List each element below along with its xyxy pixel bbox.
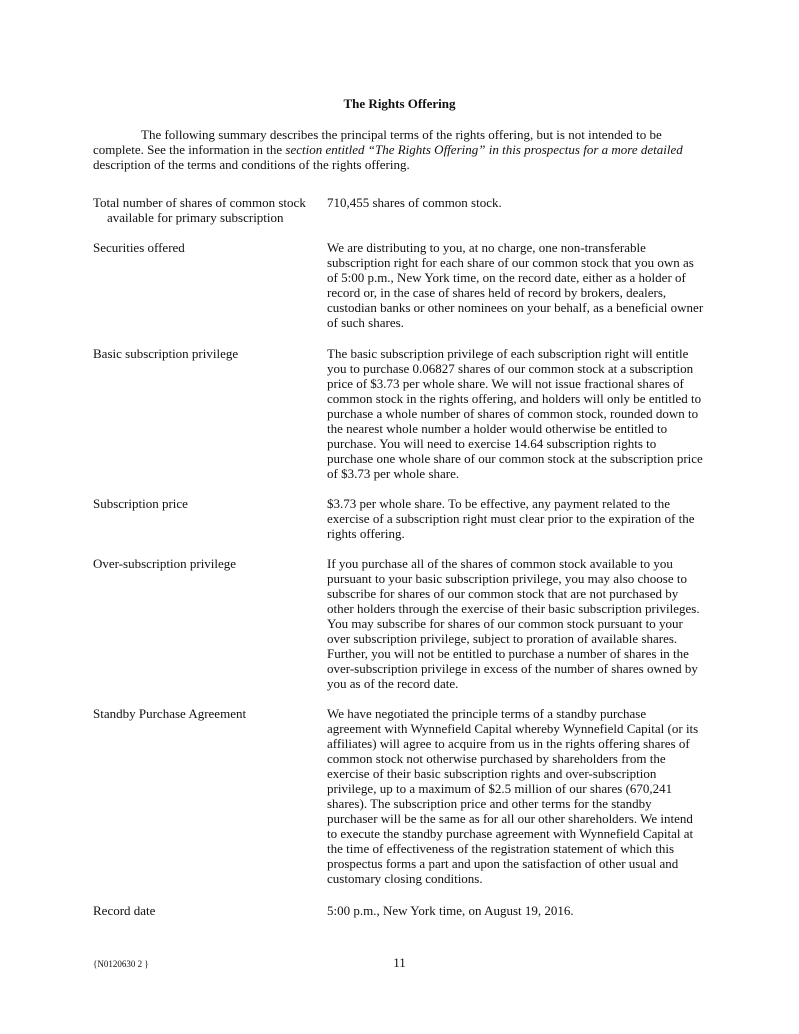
term-label <box>93 706 323 721</box>
term-description-line: $3.73 per whole share. To be effective, any payment related to the <box>327 496 670 511</box>
term-description-line: Further, you will not be entitled to purchase a number of shares in the <box>327 646 689 661</box>
term-description-line: customary closing conditions. <box>327 871 483 886</box>
term-description-line: exercise of their basic subscription rights and over-subscription <box>327 766 657 781</box>
term-description-line: exercise of a subscription right must clear prior to the expiration of the <box>327 511 695 526</box>
intro-paragraph <box>93 127 713 172</box>
term-description-line: purchase a whole number of shares of common stock, rounded down to <box>327 406 699 421</box>
term-description-line: common stock in the rights offering, and holders will only be entitled to <box>327 391 702 406</box>
term-label-line: available for primary subscription <box>107 210 284 225</box>
term-description-line: the nearest whole number a holder would otherwise be entitled to <box>327 421 668 436</box>
term-description-line: subscribe for shares of our common stock that are not purchased by <box>327 586 679 601</box>
term-label <box>93 556 323 571</box>
term-description-line: custodian banks or other nominees on your behalf, as a beneficial owner <box>327 300 704 315</box>
term-description-line: If you purchase all of the shares of common stock available to you <box>327 556 673 571</box>
term-description-line: The basic subscription privilege of each subscription right will entitle <box>327 346 689 361</box>
term-description-line: purchaser will be the same as for all our other shareholders. We intend <box>327 811 693 826</box>
term-description-line: the time of effectiveness of the registration statement of which this <box>327 841 675 856</box>
term-description-line: over subscription privilege, subject to proration of available shares. <box>327 631 678 646</box>
term-description-line: you to purchase 0.06827 shares of our common stock at a subscription <box>327 361 694 376</box>
term-label <box>93 346 323 361</box>
term-description-line: privilege, up to a maximum of $2.5 million of our shares (670,241 <box>327 781 673 796</box>
term-description-line: of $3.73 per whole share. <box>327 466 460 481</box>
term-description-line: record or, in the case of shares held of record by brokers, dealers, <box>327 285 667 300</box>
term-description-line: pursuant to your basic subscription privilege, you may also choose to <box>327 571 687 586</box>
term-description-line: purchase. You will need to exercise 14.64 subscription rights to <box>327 436 657 451</box>
term-description-line: you as of the record date. <box>327 676 459 691</box>
term-description-line: rights offering. <box>327 526 405 541</box>
term-description-line: over-subscription privilege in excess of the number of shares owned by <box>327 661 698 676</box>
page-title: The Rights Offering <box>343 96 456 111</box>
term-description-line: of 5:00 p.m., New York time, on the record date, either as a holder of <box>327 270 686 285</box>
term-description-line: affiliates) will agree to acquire from us in the rights offering shares of <box>327 736 690 751</box>
term-label-line: Basic subscription privilege <box>93 346 239 361</box>
intro-italic-text: section entitled “The Rights Offering” in this prospectus for a more detailed <box>285 142 683 157</box>
term-description-line: price of $3.73 per whole share. We will not issue fractional shares of <box>327 376 684 391</box>
term-description-line: 5:00 p.m., New York time, on August 19, 2016. <box>327 903 574 918</box>
term-description <box>327 556 717 691</box>
term-label-line: Over-subscription privilege <box>93 556 237 571</box>
intro-line: description of the terms and conditions of the rights offering. <box>93 157 410 172</box>
term-description-line: prospectus forms a part and upon the satisfaction of other usual and <box>327 856 679 871</box>
term-description-line: You may subscribe for shares of our common stock pursuant to your <box>327 616 683 631</box>
term-label <box>93 903 323 918</box>
term-description-line: 710,455 shares of common stock. <box>327 195 502 210</box>
term-label <box>93 496 323 511</box>
term-label-line: Subscription price <box>93 496 188 511</box>
page-number: 11 <box>393 955 406 970</box>
document-id: {N0120630 2 } <box>93 959 149 969</box>
term-description-line: of such shares. <box>327 315 404 330</box>
term-description-line: other holders through the exercise of their basic subscription privileges. <box>327 601 700 616</box>
term-description <box>327 706 717 886</box>
intro-line <box>93 142 713 157</box>
term-label <box>93 195 323 225</box>
intro-text: complete. See the information in the <box>93 142 286 157</box>
term-description <box>327 496 717 541</box>
term-description-line: to execute the standby purchase agreement with Wynnefield Capital at <box>327 826 694 841</box>
term-description <box>327 903 717 918</box>
term-label <box>93 240 323 255</box>
term-label-line: Total number of shares of common stock <box>93 195 306 210</box>
term-description-line: We are distributing to you, at no charge, one non-transferable <box>327 240 646 255</box>
term-label-line: Securities offered <box>93 240 185 255</box>
term-label-line: Standby Purchase Agreement <box>93 706 247 721</box>
term-description-line: agreement with Wynnefield Capital whereby Wynnefield Capital (or its <box>327 721 699 736</box>
term-description-line: purchase one whole share of our common stock at the subscription price <box>327 451 703 466</box>
term-description-line: subscription right for each share of our common stock that you own as <box>327 255 694 270</box>
term-description-line: We have negotiated the principle terms of a standby purchase <box>327 706 647 721</box>
intro-line: The following summary describes the principal terms of the rights offering, but is not intended to be <box>141 127 662 142</box>
term-label-line: Record date <box>93 903 156 918</box>
term-description-line: common stock not otherwise purchased by shareholders from the <box>327 751 666 766</box>
term-description <box>327 240 717 330</box>
term-description <box>327 346 717 481</box>
term-description <box>327 195 717 210</box>
term-description-line: shares). The subscription price and other terms for the standby <box>327 796 652 811</box>
